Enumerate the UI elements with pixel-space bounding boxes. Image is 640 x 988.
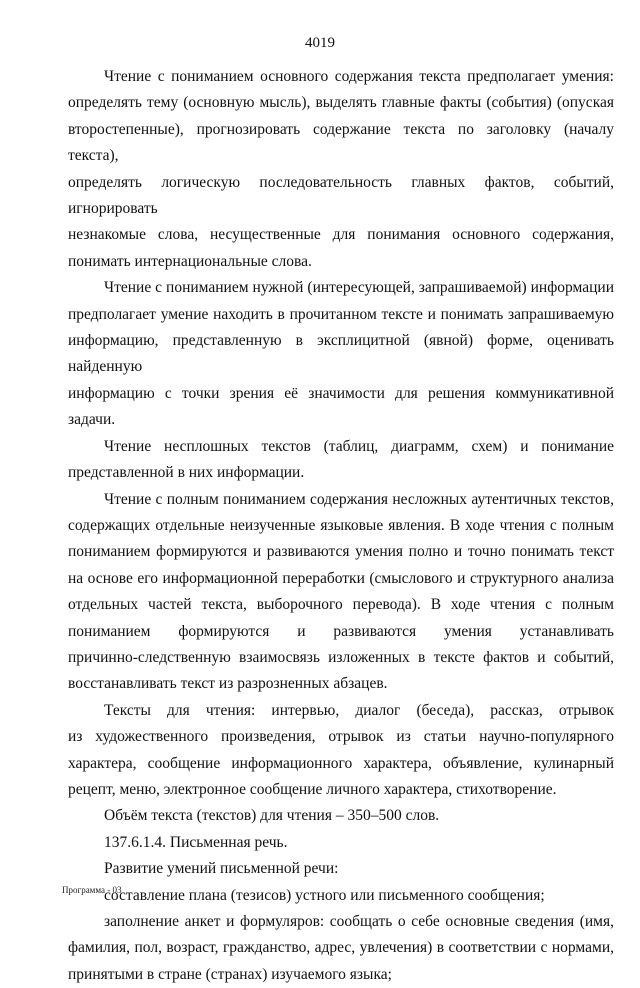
- text-line: содержащих отдельные неизученные языковые явления. В ходе чтения с полным: [68, 516, 614, 534]
- text-line: Объём текста (текстов) для чтения – 350–500 слов.: [104, 807, 440, 825]
- text-line: Чтение с полным пониманием содержания несложных аутентичных текстов,: [104, 490, 614, 508]
- page-number: 4019: [305, 35, 335, 51]
- page-footer: Программа - 03: [62, 885, 122, 895]
- text-line: понимать интернациональные слова.: [68, 252, 312, 270]
- paragraph-written-skills-intro: [68, 856, 614, 882]
- text-line: составление плана (тезисов) устного или письменного сообщения;: [104, 886, 545, 904]
- text-line: характера, сообщение информационного характера, объявление, кулинарный: [68, 754, 614, 772]
- text-line: предполагает умение находить в прочитанном тексте и понимать запрашиваемую: [68, 305, 614, 323]
- paragraph-reading-full-understanding: [68, 487, 614, 698]
- text-line: Тексты для чтения: интервью, диалог (беседа), рассказ, отрывок: [104, 701, 614, 719]
- text-line: из художественного произведения, отрывок из статьи научно-популярного: [68, 728, 614, 746]
- text-line: пониманием формируются и развиваются умения полно и точно понимать текст: [68, 543, 614, 561]
- paragraph-text-types: [68, 698, 614, 804]
- paragraph-text-volume: [68, 803, 614, 829]
- paragraph-reading-main-content: [68, 64, 614, 275]
- text-line: определять логическую последовательность главных фактов, событий, игнорировать: [68, 173, 614, 218]
- text-line: определять тему (основную мысль), выделять главные факты (события) (опуская: [68, 94, 614, 112]
- text-line: Развитие умений письменной речи:: [104, 860, 339, 878]
- text-line: заполнение анкет и формуляров: сообщать о себе основные сведения (имя,: [104, 913, 614, 930]
- text-line: пониманием формируются и развиваются умения устанавливать: [68, 622, 614, 640]
- section-heading-written-speech: [68, 830, 614, 856]
- text-line: представленной в них информации.: [68, 464, 305, 482]
- text-line: информацию, представленную в эксплицитной (явной) форме, оценивать найденную: [68, 332, 614, 376]
- text-line: 137.6.1.4. Письменная речь.: [104, 833, 288, 851]
- text-line: фамилия, пол, возраст, гражданство, адрес, увлечения) в соответствии с нормами,: [68, 939, 614, 957]
- text-line: на основе его информационной переработки (смыслового и структурного анализа: [68, 569, 614, 587]
- text-line: восстанавливать текст из разрозненных абзацев.: [68, 675, 388, 693]
- text-line: незнакомые слова, несущественные для понимания основного содержания,: [68, 226, 614, 244]
- text-line: принятыми в стране (странах) изучаемого языка;: [68, 965, 392, 983]
- text-line: информацию с точки зрения её значимости для решения коммуникативной задачи.: [68, 384, 614, 429]
- document-body: [68, 64, 614, 988]
- paragraph-reading-noncontinuous: [68, 434, 614, 487]
- text-line: причинно-следственную взаимосвязь изложенных в тексте фактов и событий,: [68, 648, 614, 666]
- text-line: второстепенные), прогнозировать содержание текста по заголовку (началу текста),: [68, 120, 614, 165]
- text-line: Чтение несплошных текстов (таблиц, диаграмм, схем) и понимание: [104, 437, 614, 455]
- paragraph-reading-requested-info: [68, 275, 614, 433]
- text-line: рецепт, меню, электронное сообщение личного характера, стихотворение.: [68, 780, 557, 798]
- text-line: Чтение с пониманием основного содержания текста предполагает умения:: [104, 68, 614, 85]
- paragraph-plan-composition: [68, 883, 614, 909]
- text-line: отдельных частей текста, выборочного перевода). В ходе чтения с полным: [68, 596, 614, 614]
- text-line: Чтение с пониманием нужной (интересующей, запрашиваемой) информации: [104, 279, 614, 297]
